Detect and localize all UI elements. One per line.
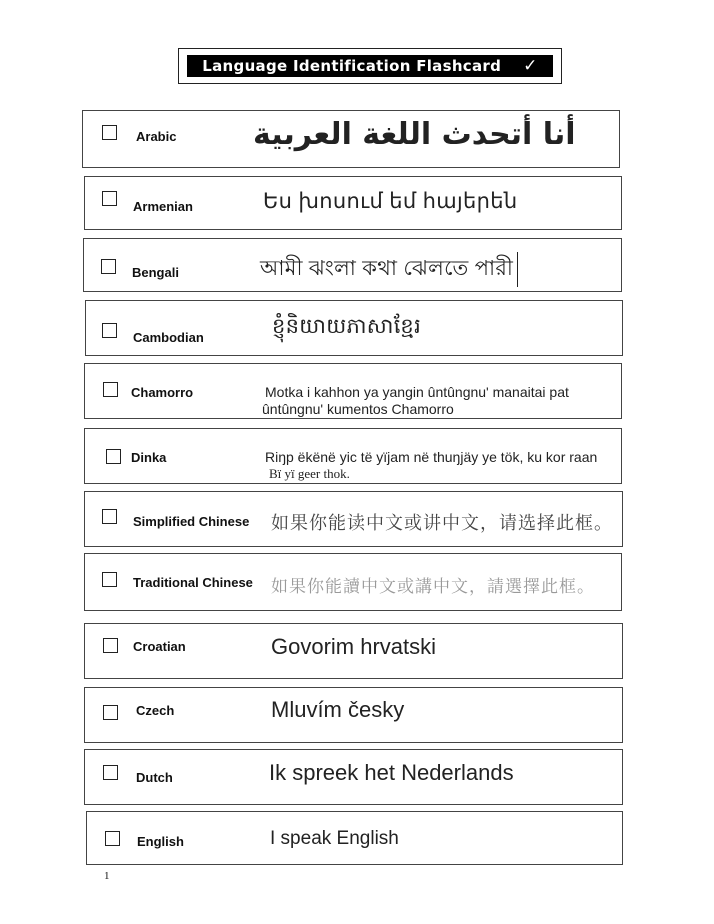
language-phrase: 如果你能讀中文或講中文，請選擇此框。: [271, 577, 595, 596]
language-label: Arabic: [136, 129, 177, 144]
language-label: Dinka: [131, 450, 167, 465]
language-label: Bengali: [132, 265, 179, 280]
checkbox-croatian[interactable]: [103, 638, 118, 653]
language-phrase-line2: ûntûngnu' kumentos Chamorro: [262, 401, 454, 417]
language-phrase-line1: Riŋp ëkënë yic të yïjam në thuŋjäy ye tök, ku kor raan: [265, 449, 598, 465]
language-row-simplified-chinese: [84, 491, 623, 547]
language-row-bengali: [83, 238, 622, 292]
language-phrase-line2: Bï yï geer thok.: [269, 466, 350, 481]
language-phrase-line1: Motka i kahhon ya yangin ûntûngnu' manaitai pat: [265, 384, 569, 400]
language-label: Czech: [136, 703, 175, 718]
language-label: Chamorro: [131, 385, 194, 400]
title-banner: [187, 55, 553, 77]
language-row-dinka: [84, 428, 622, 484]
language-phrase: أنا أتحدث اللغة العربية: [253, 117, 576, 152]
language-phrase: Ես խոսում եմ հայերեն: [263, 190, 518, 213]
checkbox-dinka[interactable]: [106, 449, 121, 464]
language-label: Traditional Chinese: [133, 575, 253, 590]
checkbox-traditional-chinese[interactable]: [102, 572, 117, 587]
language-phrase: Mluvím česky: [271, 697, 405, 722]
checkbox-czech[interactable]: [103, 705, 118, 720]
language-label: Simplified Chinese: [133, 514, 250, 529]
language-row-cambodian: [85, 300, 623, 356]
language-phrase: Govorim hrvatski: [271, 634, 437, 659]
language-row-croatian: [84, 623, 623, 679]
checkmark-icon: ✓: [523, 56, 538, 76]
language-row-czech: [84, 687, 623, 743]
checkbox-arabic[interactable]: [102, 125, 117, 140]
language-label: Cambodian: [133, 330, 204, 345]
language-row-armenian: [84, 176, 622, 230]
checkbox-chamorro[interactable]: [103, 382, 118, 397]
language-phrase: Ik spreek het Nederlands: [269, 760, 514, 785]
language-row-chamorro: [84, 363, 622, 419]
language-label: English: [137, 834, 184, 849]
checkbox-dutch[interactable]: [103, 765, 118, 780]
page-number: 1: [104, 870, 110, 882]
language-label: Armenian: [133, 199, 193, 214]
language-phrase: আমী ঝংলা কথা ঝেলতে পারী: [260, 252, 518, 287]
language-row-traditional-chinese: [84, 553, 622, 611]
checkbox-english[interactable]: [105, 831, 120, 846]
checkbox-cambodian[interactable]: [102, 323, 117, 338]
language-phrase: I speak English: [270, 828, 399, 849]
language-row-arabic: [82, 110, 620, 168]
checkbox-bengali[interactable]: [101, 259, 116, 274]
language-phrase: ខ្ញុំនិយាយភាសាខ្មែរ: [272, 315, 422, 338]
page-title: Language Identification Flashcard: [202, 57, 502, 75]
checkbox-armenian[interactable]: [102, 191, 117, 206]
language-phrase: 如果你能读中文或讲中文，请选择此框。: [271, 513, 613, 533]
title-frame: [178, 48, 562, 84]
language-row-english: [86, 811, 623, 865]
checkbox-simplified-chinese[interactable]: [102, 509, 117, 524]
language-label: Croatian: [133, 639, 186, 654]
language-row-dutch: [84, 749, 623, 805]
language-label: Dutch: [136, 770, 173, 785]
